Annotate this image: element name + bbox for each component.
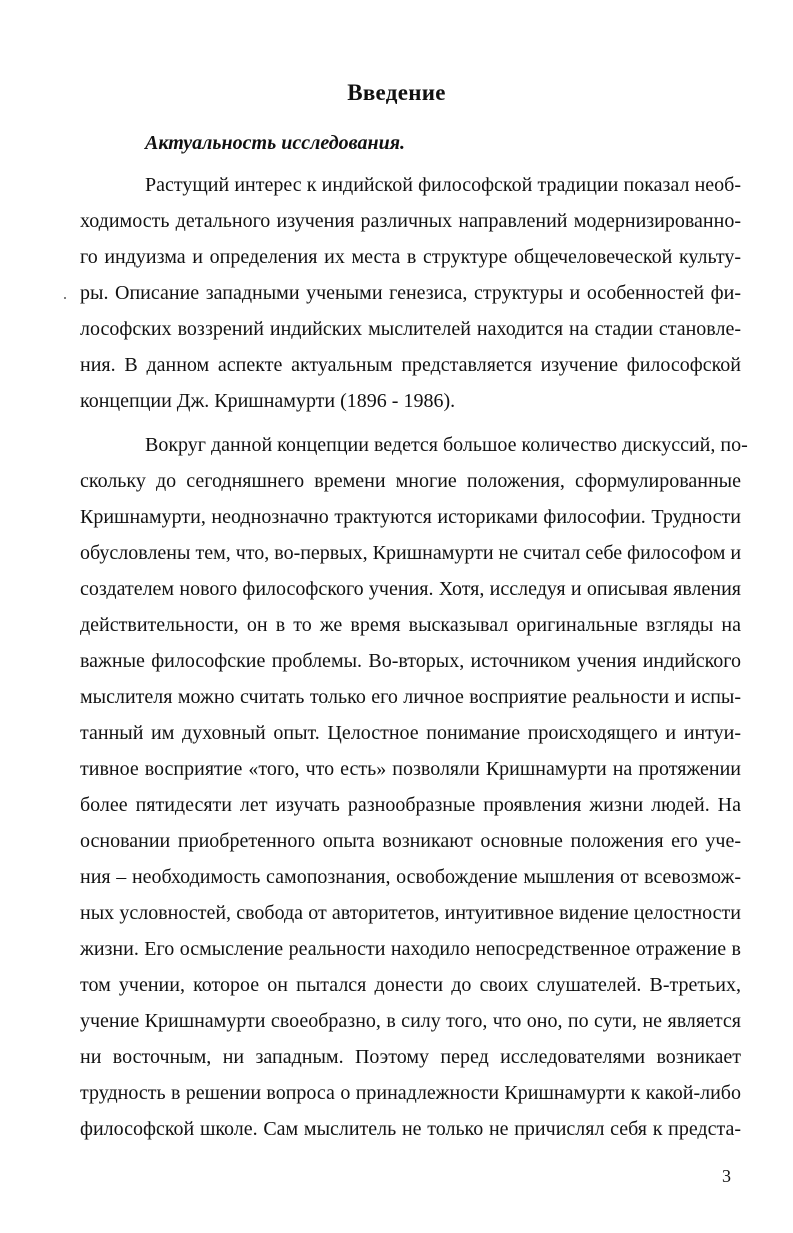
paragraph-line: учение Кришнамурти своеобразно, в силу того, что оно, по сути, не является: [80, 1010, 741, 1032]
paragraph-line: ния. В данном аспекте актуальным представляется изучение философской: [80, 354, 741, 376]
paragraph-line: ры. Описание западными учеными генезиса, структуры и особенностей фи-: [80, 282, 741, 304]
paragraph-line: более пятидесяти лет изучать разнообразные проявления жизни людей. На: [80, 794, 741, 816]
paragraph-line: обусловлены тем, что, во-первых, Кришнамурти не считал себе философом и: [80, 542, 742, 564]
paragraph-line: важные философские проблемы. Во-вторых, источником учения индийского: [80, 650, 741, 672]
paragraph-line: ных условностей, свобода от авторитетов, интуитивное видение целостности: [80, 902, 741, 924]
scan-speck: [64, 297, 66, 299]
paragraph-line: лософских воззрений индийских мыслителей находится на стадии становле-: [80, 318, 741, 340]
paragraph-line: ни восточным, ни западным. Поэтому перед исследователями возникает: [80, 1046, 741, 1068]
paragraph-line: ходимость детального изучения различных направлений модернизированно-: [80, 210, 741, 232]
paragraph-line: Кришнамурти, неоднозначно трактуются историками философии. Трудности: [80, 506, 741, 528]
paragraph-line: философской школе. Сам мыслитель не только не причислял себя к предста-: [80, 1118, 741, 1140]
paragraph-line: создателем нового философского учения. Хотя, исследуя и описывая явления: [80, 578, 741, 600]
paragraph-line: танный им духовный опыт. Целостное понимание происходящего и интуи-: [80, 722, 741, 744]
page-title: Введение: [347, 80, 446, 105]
paragraph-line: Растущий интерес к индийской философской традиции показал необ-: [145, 174, 741, 196]
paragraph-line: жизни. Его осмысление реальности находило непосредственное отражение в: [80, 938, 741, 960]
paragraph-line: трудность в решении вопроса о принадлежности Кришнамурти к какой-либо: [80, 1082, 741, 1104]
section-subheading: Актуальность исследования.: [145, 132, 405, 154]
paragraph-line: скольку до сегодняшнего времени многие положения, сформулированные: [80, 470, 741, 492]
paragraph-line: том учении, которое он пытался донести до своих слушателей. В-третьих,: [80, 974, 741, 996]
paragraph-line: концепции Дж. Кришнамурти (1896 - 1986).: [80, 390, 456, 412]
paragraph-line: Вокруг данной концепции ведется большое количество дискуссий, по-: [145, 434, 748, 456]
page-number: 3: [722, 1166, 731, 1186]
paragraph-line: основании приобретенного опыта возникают основные положения его уче-: [80, 830, 741, 852]
paragraph-line: тивное восприятие «того, что есть» позволяли Кришнамурти на протяжении: [80, 758, 741, 780]
paragraph-line: ния – необходимость самопознания, освобождение мышления от всевозмож-: [80, 866, 741, 888]
paragraph-line: го индуизма и определения их места в структуре общечеловеческой культу-: [80, 246, 741, 268]
paragraph-line: действительности, он в то же время высказывал оригинальные взгляды на: [80, 614, 741, 636]
paragraph-line: мыслителя можно считать только его личное восприятие реальности и испы-: [80, 686, 741, 708]
